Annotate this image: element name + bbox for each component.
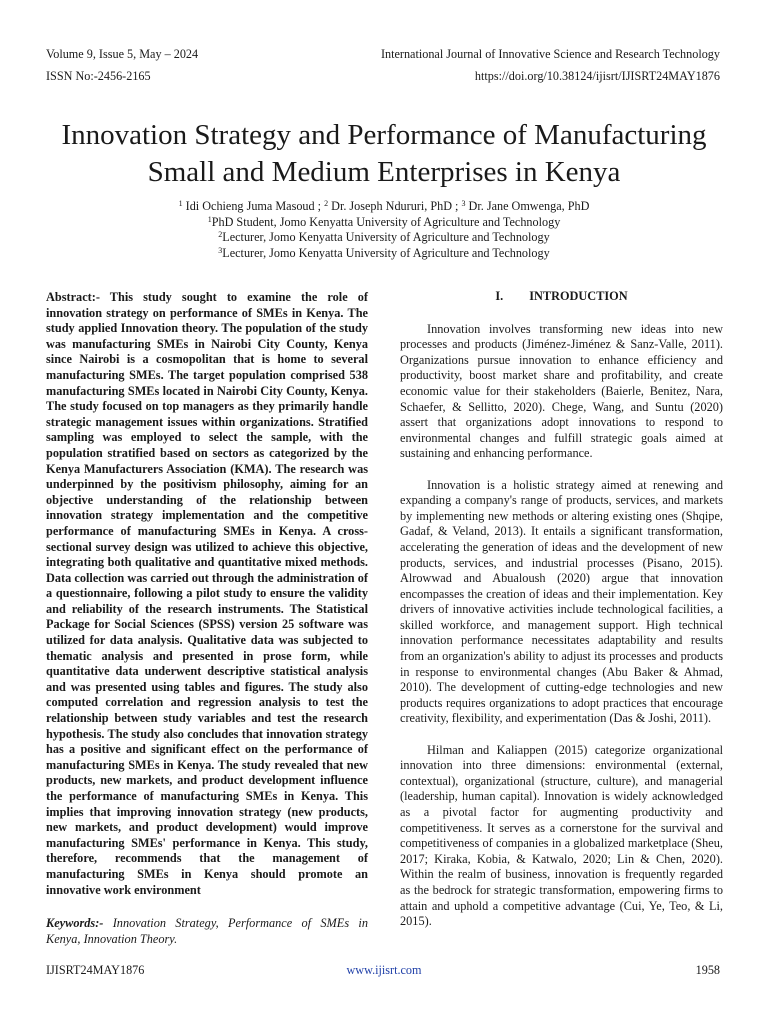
author-line bbox=[100, 199, 668, 215]
author-1: Idi Ochieng Juma Masoud ; bbox=[182, 199, 325, 213]
journal-name: International Journal of Innovative Science and Research Technology bbox=[380, 47, 720, 61]
left-column bbox=[46, 290, 368, 947]
paragraph: Innovation involves transforming new ideas into new processes and products (Jiménez-Jiménez & Sanz-Valle, 2011). Organizations pursue innovation to enhance efficiency and productivity, boost market share and profitability, and create economic value for their stakeholders (Baierle, Benitez, Nara, Schaefer, & Sellitto, 2020). Chege, Wang, and Suntu (2020) assert that organizations adopt innovations to respond to environmental changes and fulfill strategic goals aimed at sustaining and enhancing performance. bbox=[400, 321, 723, 461]
paper-title: Innovation Strategy and Performance of Manufacturing Small and Medium Enterprises in Kenya bbox=[61, 119, 707, 189]
affiliation-1: $^1$PhD Student, Jomo Kenyatta University of Agriculture and Technology bbox=[207, 214, 561, 229]
affiliation-2: $^2$Lecturer, Jomo Kenyatta University of Agriculture and Technology bbox=[218, 230, 550, 244]
keywords-label: Keywords:- bbox=[46, 916, 104, 931]
section-heading bbox=[400, 289, 723, 305]
author-3: Dr. Jane Omwenga, PhD bbox=[465, 199, 590, 213]
paper-id: IJISRT24MAY1876 bbox=[46, 963, 145, 977]
author-block bbox=[100, 199, 668, 261]
abstract: Abstract:- This study sought to examine the role of innovation strategy on performance of SMEs in Kenya. The study applied Innovation theory. The population of the study was manufacturing SMEs in Nairobi City County, Kenya since Nairobi is a cosmopolitan that is home to several manufacturing SMEs. The target population comprised 538 manufacturing SMEs located in Nairobi City County, Kenya. The study focused on top managers as they primarily handle strategic management issues within organizations. Stratified sampling was employed to select the sample, with the population stratified based on sectors as categorized by the Kenya Manufacturers Association (KMA). The research was underpinned by the positivism philosophy, aiming for an objective understanding of the relationship between innovation strategy implementation and the competitive performance of manufacturing SMEs in Kenya. A cross-sectional survey design was utilized to achieve this objective, integrating both qualitative and quantitative mixed methods. Data collection was carried out through the administration of a questionnaire, following a pilot study to ensure the validity and reliability of the research instruments. The Statistical Package for Social Sciences (SPSS) version 25 software was utilized for data analysis. Qualitative data was subjected to thematic analysis and presented in prose form, while quantitative data underwent descriptive statistical analysis and was presented using tables and figures. The study also computed correlation and regression analysis to test the relationship between study variables and test the research hypothesis. The study also concludes that innovation strategy has a positive and significant effect on the performance of manufacturing SMEs in Kenya. The study revealed that new products, new markets, and product development influence the performance of manufacturing SMEs in Kenya. This implies that improving innovation strategy (new products, new markets, and product development) would improve manufacturing SMEs' performance in Kenya. This study, therefore, recommends that the management of manufacturing SMEs in Kenya should promote an innovative work environment bbox=[46, 290, 368, 897]
author-3-marker: 3 bbox=[461, 199, 466, 208]
volume-info: Volume 9, Issue 5, May – 2024 bbox=[46, 47, 199, 61]
right-column bbox=[400, 289, 723, 945]
paragraph: Innovation is a holistic strategy aimed at renewing and expanding a company's range of products, services, and markets by implementing new methods or altering existing ones (Shqipe, Gadaf, & Veland, 2013). It entails a significant transformation, accelerating the generation of ideas and the development of new products, services, and industrial processes (Pisano, 2015). Alrowwad and Abualoush (2020) argue that innovation encompasses the creation of ideas and their implementation. Key drivers of innovative activities include technological facilities, a skilled workforce, and management support. High technical innovation performance necessitates adaptability and results from an organization's ability to adjust its processes and products in response to environmental changes (Abu Baker & Ahmad, 2010). The development of cutting-edge technologies and new products requires organizations to adopt practices that encourage creativity, flexibility, and experimentation (Das & Joshi, 2011). bbox=[400, 477, 723, 726]
doi-link[interactable]: https://doi.org/10.38124/ijisrt/IJISRT24MAY1876 bbox=[474, 69, 720, 83]
author-2: Dr. Joseph Ndururi, PhD ; bbox=[328, 199, 462, 213]
issn: ISSN No:-2456-2165 bbox=[46, 69, 151, 83]
author-1-marker: 1 bbox=[178, 199, 183, 208]
author-2-marker: 2 bbox=[324, 199, 329, 208]
journal-website-link[interactable]: www.ijisrt.com bbox=[346, 963, 422, 977]
affiliation-3: $^3$Lecturer, Jomo Kenyatta University of Agriculture and Technology bbox=[218, 245, 550, 260]
paragraph: Hilman and Kaliappen (2015) categorize organizational innovation into three dimensions: environmental (external, contextual), organizational (structure, culture), and managerial (leadership, human capital). Innovation is widely acknowledged as a pivotal factor for augmenting productivity and competitiveness. It serves as a cornerstone for the survival and competitiveness of companies in a globalized marketplace (Sheu, 2017; Kiraka, Kobia, & Katwalo, 2020; Lin & Chen, 2020). Within the realm of business, innovation is frequently regarded as the bedrock for strategic transformation, empowering firms to attain and uphold a competitive advantage (Cui, Ye, Teo, & Li, 2015). bbox=[400, 742, 723, 929]
section-number: I. bbox=[495, 289, 504, 303]
page-number: 1958 bbox=[695, 963, 720, 977]
keywords-text: Innovation Strategy, Performance of SMEs in Kenya, Innovation Theory. bbox=[46, 916, 368, 946]
section-title: INTRODUCTION bbox=[529, 289, 628, 303]
keywords bbox=[46, 916, 368, 947]
